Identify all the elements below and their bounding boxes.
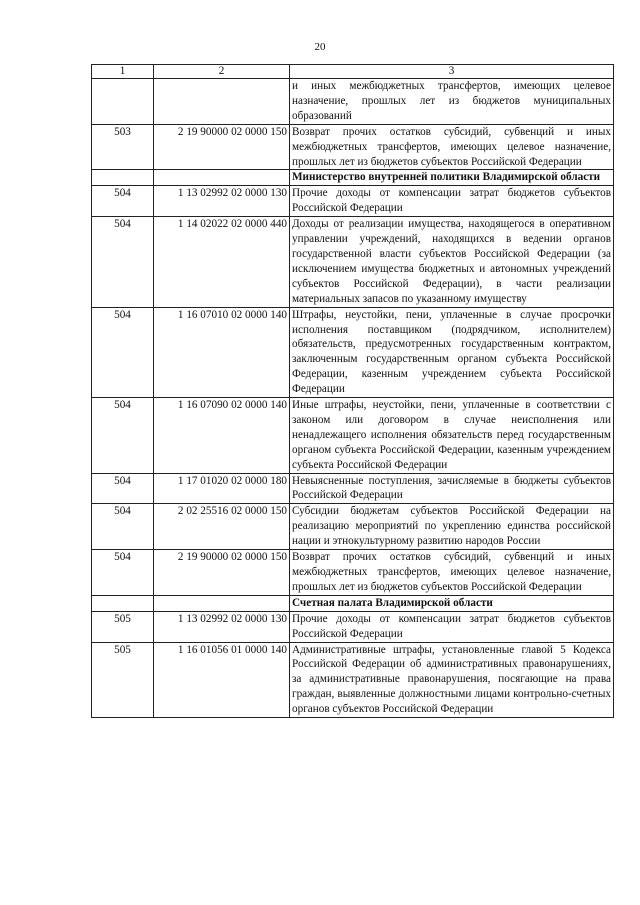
revenue-code-cell: [154, 79, 290, 125]
revenue-codes-table: [91, 64, 614, 718]
description-cell: Возврат прочих остатков субсидий, субвенций и иных межбюджетных трансфертов, имеющих целевое назначение, прошлых лет из бюджетов субъектов Российской Федерации: [290, 124, 614, 170]
revenue-code-cell: 1 16 01056 01 0000 140: [154, 642, 290, 718]
description-cell: Прочие доходы от компенсации затрат бюджетов субъектов Российской Федерации: [290, 611, 614, 642]
admin-code-cell: [92, 79, 154, 125]
section-header-row: [92, 595, 614, 611]
table-row: [92, 307, 614, 397]
description-cell: Доходы от реализации имущества, находящегося в оперативном управлении учреждений, находящихся в ведении органов государственной власти субъектов Российской Федерации (за исключением имущества бюджетных и автономных учреждений субъектов Российской Федерации), в части реализации материальных запасов по указанному имуществу: [290, 217, 614, 307]
description-cell: и иных межбюджетных трансфертов, имеющих целевое назначение, прошлых лет из бюджетов муниципальных образований: [290, 79, 614, 125]
table-row: [92, 473, 614, 504]
page-number: 20: [314, 41, 326, 53]
revenue-code-cell: 1 17 01020 02 0000 180: [154, 473, 290, 504]
admin-code-cell: 503: [92, 124, 154, 170]
table-row: [92, 398, 614, 474]
table-row: [92, 504, 614, 550]
column-header-1: 1: [92, 65, 154, 79]
table-row: [92, 124, 614, 170]
table-row: [92, 550, 614, 596]
revenue-code-cell: 1 13 02992 02 0000 130: [154, 611, 290, 642]
revenue-code-cell: [154, 595, 290, 611]
admin-code-cell: 504: [92, 217, 154, 307]
table-row: [92, 79, 614, 125]
column-header-3: 3: [290, 65, 614, 79]
revenue-code-cell: 2 19 90000 02 0000 150: [154, 124, 290, 170]
description-cell: Невыясненные поступления, зачисляемые в бюджеты субъектов Российской Федерации: [290, 473, 614, 504]
description-cell: Административные штрафы, установленные главой 5 Кодекса Российской Федерации об административных правонарушениях, за административные правонарушения, посягающие на права граждан, выявленные должностными лицами контрольно-счетных органов субъектов Российской Федерации: [290, 642, 614, 718]
admin-code-cell: 504: [92, 398, 154, 474]
table-row: [92, 611, 614, 642]
table-row: [92, 217, 614, 307]
admin-code-cell: [92, 595, 154, 611]
description-cell: Штрафы, неустойки, пени, уплаченные в случае просрочки исполнения поставщиком (подрядчиком, исполнителем) обязательств, предусмотренных государственным контрактом, заключенным государственным органом субъекта Российской Федерации, казенным учреждением субъекта Российской Федерации: [290, 307, 614, 397]
admin-code-cell: 504: [92, 504, 154, 550]
revenue-code-cell: 1 14 02022 02 0000 440: [154, 217, 290, 307]
section-header-row: [92, 170, 614, 186]
description-cell: Субсидии бюджетам субъектов Российской Федерации на реализацию мероприятий по укреплению единства российской нации и этнокультурному развитию народов России: [290, 504, 614, 550]
column-header-2: 2: [154, 65, 290, 79]
description-cell: Прочие доходы от компенсации затрат бюджетов субъектов Российской Федерации: [290, 186, 614, 217]
admin-code-cell: 504: [92, 473, 154, 504]
revenue-code-cell: 1 16 07010 02 0000 140: [154, 307, 290, 397]
admin-code-cell: [92, 170, 154, 186]
table-row: [92, 186, 614, 217]
revenue-code-cell: 1 13 02992 02 0000 130: [154, 186, 290, 217]
section-title-cell: Министерство внутренней политики Владимирской области: [290, 170, 614, 186]
admin-code-cell: 504: [92, 550, 154, 596]
admin-code-cell: 505: [92, 642, 154, 718]
section-title-cell: Счетная палата Владимирской области: [290, 595, 614, 611]
admin-code-cell: 504: [92, 186, 154, 217]
table-header-row: [92, 65, 614, 79]
description-cell: Иные штрафы, неустойки, пени, уплаченные в соответствии с законом или договором в случае неисполнения или ненадлежащего исполнения обязательств перед государственным органом субъекта Российской Федерации, казенным учреждением субъекта Российской Федерации: [290, 398, 614, 474]
revenue-code-cell: 2 02 25516 02 0000 150: [154, 504, 290, 550]
table-row: [92, 642, 614, 718]
revenue-code-cell: [154, 170, 290, 186]
admin-code-cell: 504: [92, 307, 154, 397]
admin-code-cell: 505: [92, 611, 154, 642]
revenue-code-cell: 2 19 90000 02 0000 150: [154, 550, 290, 596]
description-cell: Возврат прочих остатков субсидий, субвенций и иных межбюджетных трансфертов, имеющих целевое назначение, прошлых лет из бюджетов субъектов Российской Федерации: [290, 550, 614, 596]
revenue-code-cell: 1 16 07090 02 0000 140: [154, 398, 290, 474]
